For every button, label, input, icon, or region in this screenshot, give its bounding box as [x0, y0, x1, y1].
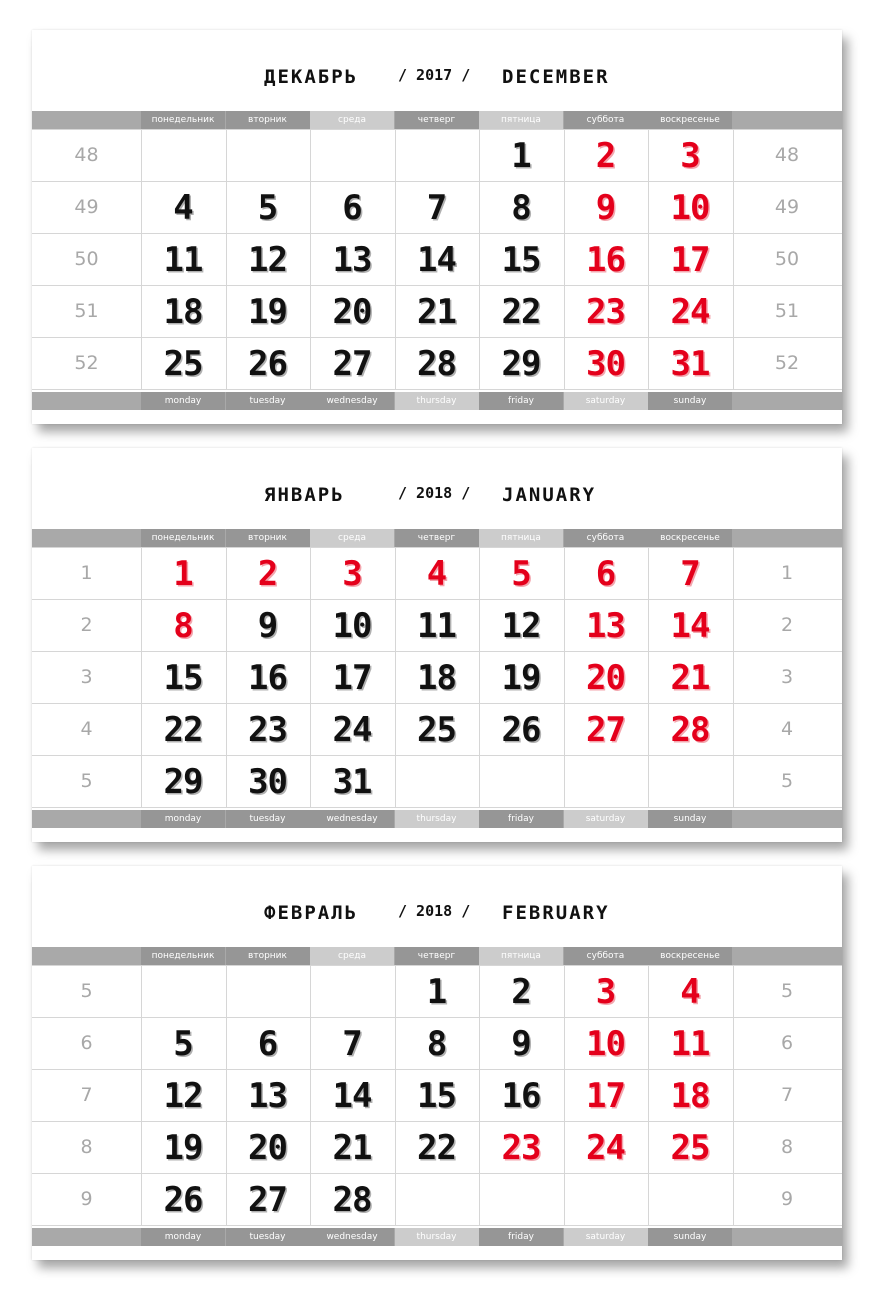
weekday-label-ru: пятница	[479, 111, 563, 129]
day-number: 8	[426, 1024, 447, 1064]
day-number: 8	[173, 606, 193, 646]
weekday-label-en: wednesday	[310, 810, 394, 828]
day-number: 13	[248, 1076, 287, 1116]
day-number: 3	[342, 554, 362, 594]
day-number: 20	[248, 1128, 287, 1168]
weekday-label-en: sunday	[648, 392, 732, 410]
day-number: 12	[248, 240, 287, 280]
month-panel	[32, 866, 842, 1260]
day-number: 13	[332, 240, 372, 280]
day-number: 4	[173, 188, 193, 228]
day-number: 23	[501, 1128, 541, 1168]
day-number: 19	[248, 292, 287, 332]
month-name-en: DECEMBER	[502, 66, 610, 88]
day-number: 10	[332, 606, 372, 646]
day-number: 4	[680, 972, 700, 1012]
weekday-label-ru: воскресенье	[648, 947, 732, 965]
day-number: 25	[670, 1128, 710, 1168]
week-number-left: 5	[80, 980, 93, 1002]
weekday-label-ru: воскресенье	[648, 111, 732, 129]
weekday-label-ru: суббота	[564, 947, 648, 965]
weekday-label-en: friday	[479, 392, 563, 410]
day-number: 14	[417, 240, 456, 280]
day-number: 21	[417, 292, 456, 332]
weekday-header-ru	[32, 529, 842, 547]
day-number: 7	[426, 188, 447, 228]
day-number: 26	[248, 344, 287, 384]
weekday-label-en: monday	[141, 392, 225, 410]
day-number: 5	[173, 1024, 193, 1064]
day-number: 25	[417, 710, 456, 750]
week-number-left: 2	[80, 614, 93, 636]
day-grid	[32, 129, 842, 389]
month-year: / 2018 /	[398, 902, 471, 920]
month-panel	[32, 448, 842, 842]
day-number: 24	[332, 710, 372, 750]
weekday-label-ru: четверг	[395, 529, 479, 547]
month-year: / 2018 /	[398, 484, 471, 502]
week-number-right: 6	[780, 1032, 794, 1054]
day-number: 22	[417, 1128, 456, 1168]
day-number: 19	[163, 1128, 203, 1168]
day-number: 15	[163, 658, 203, 698]
day-number: 1	[173, 554, 193, 594]
day-number: 5	[511, 554, 531, 594]
day-number: 18	[163, 292, 203, 332]
weekday-label-ru: суббота	[564, 111, 648, 129]
day-number: 10	[586, 1024, 625, 1064]
weekday-label-en: thursday	[395, 1228, 479, 1246]
day-number: 22	[163, 710, 203, 750]
week-number-left: 8	[80, 1136, 93, 1158]
month-name-ru: ДЕКАБРЬ	[264, 66, 359, 88]
weekday-label-en: saturday	[564, 392, 648, 410]
weekday-label-en: monday	[141, 810, 225, 828]
day-number: 26	[163, 1180, 203, 1220]
day-number: 27	[248, 1180, 287, 1220]
day-number: 27	[586, 710, 625, 750]
weekday-label-ru: воскресенье	[648, 529, 732, 547]
day-number: 16	[248, 658, 287, 698]
weekday-label-en: sunday	[648, 1228, 732, 1246]
day-number: 15	[501, 240, 541, 280]
day-number: 17	[586, 1076, 625, 1116]
weekday-label-ru: понедельник	[141, 947, 225, 965]
weekday-label-ru: понедельник	[141, 111, 225, 129]
day-number: 9	[595, 188, 616, 228]
day-number: 29	[163, 762, 203, 802]
week-number-left: 48	[74, 144, 99, 166]
weekday-label-ru: пятница	[479, 529, 563, 547]
day-number: 2	[595, 136, 616, 176]
day-number: 3	[680, 136, 700, 176]
day-number: 11	[163, 240, 203, 280]
day-number: 12	[501, 606, 541, 646]
week-number-left: 49	[74, 196, 99, 218]
day-number: 1	[426, 972, 447, 1012]
day-number: 23	[248, 710, 287, 750]
day-number: 16	[501, 1076, 541, 1116]
weekday-footer-en	[32, 810, 842, 828]
weekday-label-ru: вторник	[226, 111, 310, 129]
week-number-left: 50	[74, 248, 99, 270]
day-number: 18	[670, 1076, 710, 1116]
day-number: 20	[332, 292, 372, 332]
day-number: 16	[586, 240, 625, 280]
day-grid	[32, 547, 842, 807]
week-number-right: 50	[774, 248, 800, 270]
weekday-label-en: friday	[479, 1228, 563, 1246]
weekday-footer-en	[32, 392, 842, 410]
month-name-ru: ЯНВАРЬ	[264, 484, 345, 506]
weekday-label-en: thursday	[395, 392, 479, 410]
day-number: 14	[332, 1076, 372, 1116]
month-title	[32, 484, 842, 514]
day-number: 1	[511, 136, 531, 176]
day-number: 23	[586, 292, 625, 332]
day-number: 5	[257, 188, 278, 228]
day-number: 14	[670, 606, 710, 646]
weekday-label-en: friday	[479, 810, 563, 828]
week-number-left: 51	[74, 300, 99, 322]
day-number: 24	[586, 1128, 625, 1168]
day-number: 22	[501, 292, 541, 332]
day-number: 7	[680, 554, 700, 594]
day-number: 4	[426, 554, 447, 594]
week-number-right: 8	[780, 1136, 794, 1158]
weekday-label-ru: пятница	[479, 947, 563, 965]
day-grid	[32, 965, 842, 1225]
day-number: 28	[417, 344, 456, 384]
week-number-right: 51	[774, 300, 800, 322]
day-number: 13	[586, 606, 625, 646]
day-number: 20	[586, 658, 625, 698]
month-panel	[32, 30, 842, 424]
weekday-label-ru: среда	[310, 947, 394, 965]
day-number: 11	[670, 1024, 710, 1064]
day-number: 17	[332, 658, 372, 698]
day-number: 21	[332, 1128, 372, 1168]
day-number: 30	[586, 344, 625, 384]
weekday-label-ru: четверг	[395, 947, 479, 965]
week-number-right: 5	[780, 980, 794, 1002]
day-number: 31	[332, 762, 372, 802]
day-number: 24	[670, 292, 710, 332]
day-number: 28	[670, 710, 710, 750]
weekday-label-en: monday	[141, 1228, 225, 1246]
week-number-left: 5	[80, 770, 93, 792]
day-number: 3	[595, 972, 616, 1012]
day-number: 12	[163, 1076, 203, 1116]
month-name-en: JANUARY	[502, 484, 597, 506]
week-number-right: 52	[774, 352, 800, 374]
weekday-label-ru: понедельник	[141, 529, 225, 547]
weekday-header-ru	[32, 947, 842, 965]
weekday-label-ru: среда	[310, 111, 394, 129]
weekday-footer-en	[32, 1228, 842, 1246]
day-number: 10	[670, 188, 710, 228]
month-title	[32, 902, 842, 932]
weekday-label-ru: суббота	[564, 529, 648, 547]
week-number-right: 49	[774, 196, 800, 218]
day-number: 18	[417, 658, 456, 698]
weekday-label-en: wednesday	[310, 1228, 394, 1246]
week-number-right: 48	[774, 144, 800, 166]
weekday-label-ru: вторник	[226, 529, 310, 547]
weekday-label-en: thursday	[395, 810, 479, 828]
week-number-left: 52	[74, 352, 99, 374]
weekday-label-ru: среда	[310, 529, 394, 547]
day-number: 6	[257, 1024, 278, 1064]
week-number-right: 2	[780, 614, 794, 636]
week-number-left: 9	[80, 1188, 93, 1210]
weekday-header-ru	[32, 111, 842, 129]
week-number-left: 4	[80, 718, 93, 740]
month-year: / 2017 /	[398, 66, 471, 84]
week-number-right: 3	[780, 666, 794, 688]
day-number: 2	[511, 972, 531, 1012]
week-number-left: 7	[80, 1084, 93, 1106]
month-title	[32, 66, 842, 96]
day-number: 17	[670, 240, 710, 280]
weekday-label-en: tuesday	[226, 392, 310, 410]
day-number: 9	[511, 1024, 531, 1064]
day-number: 6	[595, 554, 616, 594]
day-number: 9	[257, 606, 278, 646]
month-name-en: FEBRUARY	[502, 902, 610, 924]
weekday-label-en: tuesday	[226, 810, 310, 828]
day-number: 29	[501, 344, 541, 384]
day-number: 6	[342, 188, 362, 228]
weekday-label-en: sunday	[648, 810, 732, 828]
weekday-label-en: tuesday	[226, 1228, 310, 1246]
day-number: 30	[248, 762, 287, 802]
day-number: 2	[257, 554, 278, 594]
day-number: 7	[342, 1024, 362, 1064]
day-number: 15	[417, 1076, 456, 1116]
weekday-label-ru: четверг	[395, 111, 479, 129]
day-number: 27	[332, 344, 372, 384]
day-number: 25	[163, 344, 203, 384]
week-number-left: 6	[80, 1032, 93, 1054]
day-number: 31	[670, 344, 710, 384]
week-number-left: 3	[80, 666, 93, 688]
week-number-left: 1	[80, 562, 93, 584]
day-number: 26	[501, 710, 541, 750]
weekday-label-en: saturday	[564, 810, 648, 828]
week-number-right: 9	[780, 1188, 794, 1210]
weekday-label-en: saturday	[564, 1228, 648, 1246]
day-number: 11	[417, 606, 456, 646]
weekday-label-ru: вторник	[226, 947, 310, 965]
month-name-ru: ФЕВРАЛЬ	[264, 902, 359, 924]
day-number: 8	[511, 188, 531, 228]
day-number: 28	[332, 1180, 372, 1220]
week-number-right: 4	[780, 718, 794, 740]
week-number-right: 5	[780, 770, 794, 792]
day-number: 21	[670, 658, 710, 698]
weekday-label-en: wednesday	[310, 392, 394, 410]
week-number-right: 1	[780, 562, 794, 584]
day-number: 19	[501, 658, 541, 698]
week-number-right: 7	[780, 1084, 794, 1106]
